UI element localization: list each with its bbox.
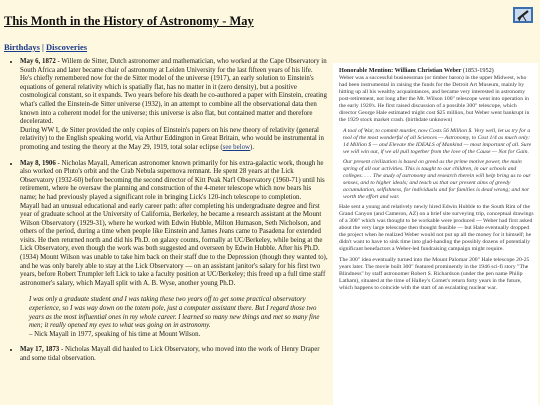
list-item bbox=[20, 346, 328, 363]
nav-link-discoveries[interactable]: Discoveries bbox=[46, 42, 88, 52]
quote-block bbox=[29, 296, 328, 339]
sidebar-quote: A tool of War, to commit murder, now Costs 56 Million $. Very well, let us try for a tool of the most wonderful of all Sciences — Astronomy, to Cost 1/4 as much only: 14 Million $ — and Elevate the IDEALS of Mankind — most important of all. Sure we will win out, if we all pull together from the love of the Cause — Not for Gain. bbox=[343, 128, 532, 155]
main-content[interactable] bbox=[0, 58, 328, 405]
entry-date: May 17, 1873 bbox=[20, 346, 60, 354]
sidebar-heading: Honorable Mention: William Christian Weber (1853-1952) bbox=[339, 67, 494, 74]
entry-paragraph: Mayall had an unusual educational and early career path: after completing his undergraduate degree and first year of graduate school at the University of California, Berkeley, he became a research assistant at the Mount Wilson Observatory (1929-31), where he worked with Edwin Hubble, Milton Humason, Seth Nicholson, and others of the period, during a time when people like Einstein and James Jeans came to Pasadena for extended visits. He then returned north and did his Ph.D. on galaxy counts, formally at UC/Berkeley, while being at the Lick Observatory, even though the work was both suggested and overseen by Edwin Hubble. After his Ph.D. (1934) Mount Wilson was unable to take him back on their staff due to the Depression (though they wanted to), and he was only barely able to stay at the Lick Observatory — on an assistant janitor's salary for his first two years, before Robert Trumpler left Lick to take a faculty position at UC/Berkeley; this freed up a full time staff astronomer's salary, which Mayall split with A. B. Wyse, another young Ph.D. bbox=[20, 202, 328, 287]
sidebar-paragraph: The 300" idea eventually turned into the Mount Palomar 200" Hale telescope 20-25 years later. The movie built 300" featured prominently in the 1946 sci-fi story "The Blindness" by staff astronomer Robert S. Richardson (under the pen name Philip Latham), situated at the time of Halley's Comet's return forty years in the future, which happens to coincide with the start of an escalating nuclear war. bbox=[339, 257, 530, 291]
honorable-mention-sidebar[interactable] bbox=[333, 63, 538, 405]
entry-date: May 6, 1872 bbox=[20, 58, 56, 65]
sidebar-paragraph: Hale sent a young and relatively newly hired Edwin Hubble to the South Rim of the Grand Canyon (and Cameron, AZ) on a brief site surveying trip, conceptual drawings of a 300" which was thought to be workable were produced — Weber had first asked about the very large telescope then thought feasible — but Hale eventually dropped the project when he realized Weber would not put up all the money for it himself; he didn't want to have to sink time into glad-handing the possibly dozens of potentially significant benefactors a Weber-led fundraising campaign might require. bbox=[339, 204, 534, 252]
telescope-logo-icon[interactable] bbox=[512, 6, 534, 24]
list-item bbox=[20, 58, 328, 153]
nav-separator: | bbox=[42, 42, 44, 52]
entry-paragraph: He's chiefly remembered now for the de Sitter model of the universe (1917), an early solution to Einstein's equations of general relativity which is spatially flat, has no matter in it (zero density), but a positive cosmological constant, so it expands. Two years before his death he co-authored a paper with Einstein, creating what's called the Einstein-de Sitter universe (1932), in an attempt to combine all the observational data then known into a coherent model for the universe; this universe is also flat, but contained matter and therefore decelerated. bbox=[20, 75, 327, 126]
quote-text: I was only a graduate student and I was taking these two years off to get some practical observatory experience, so I was way down on the totem pole, just a computer assistant there. But I regard those two years as the most influential ones in my whole career. I learned so many new things and met so many fine men; it really opened my eyes to what was going on in astronomy. bbox=[29, 296, 320, 330]
see-below-link[interactable]: see below bbox=[222, 143, 251, 151]
sidebar-paragraph: Weber was a successful businessman (or timber baron) in the upper Midwest, who had been instrumental in raising the funds for the Detroit Art Museum, mainly by hitting up all his wealthy acquaintances, and became very interested in astronomy post-retirement, not long after the Mt. Wilson 100" telescope went into operation in the early 1920's. He first raised discussion of a possible 300" telescope, which director George Hale estimated might cost $25 million, but Weber went bankrupt in the 1929 stock market crash. (birthdate unknown) bbox=[339, 75, 530, 123]
top-nav bbox=[4, 42, 87, 52]
sidebar-quote: Our present civilization is based on greed as the prime motive power, the main spring of all our activities. This is taught to our children, in our schools and colleges. . . . The study of astronomy and research therein will help bring us to our senses, and to higher ideals; and teach us that our present aims of greedy accumulation, selfishness, for individuals and for families is dead wrong; and not worth the effort and war. bbox=[343, 159, 531, 200]
entry-date: May 8, 1906 bbox=[20, 159, 56, 167]
page-title: This Month in the History of Astronomy - May bbox=[4, 14, 254, 28]
entry-summary bbox=[20, 346, 328, 363]
entry-text: - Willem de Sitter, Dutch astronomer and mathematician, who worked at the Cape Observatory in South Africa and later became chair of astronomy at Leiden University for the last fifteen years of his life. bbox=[20, 58, 327, 74]
entry-text: - Nicholas Mayall, American astronomer known primarily for his extra-galactic work, though he also worked on Pluto's orbit and the Crab Nebula supernova remnant. He spent 28 years at the Lick Observatory (1932-60) before becoming the second director of Kitt Peak Nat'l Observatory (1960-71) until his retirement, where he oversaw the planning and construction of the 4-meter telescope which now bears his name; he had previously played a significant role in bringing Lick's 120-inch telescope to completion. bbox=[20, 159, 325, 201]
entry-summary bbox=[20, 58, 328, 75]
entry-text: - Nicholas Mayall did hauled to Lick Observatory, who moved into the work of Henry Draper and some tidal observation. bbox=[20, 346, 320, 362]
entry-paragraph: During WW I, de Sitter provided the only copies of Einstein's papers on his new theory of relativity (general relativity) to the English speaking world, via Arthur Eddington in Great Britain, who would be instrumental in promoting and testing the theory at the May 29, 1919, total solar eclipse (see below). bbox=[20, 126, 324, 151]
list-item bbox=[20, 160, 328, 340]
entry-summary bbox=[20, 160, 328, 203]
quote-citation: – Nick Mayall in 1977, speaking of his time at Mount Wilson. bbox=[29, 330, 201, 338]
birthday-list bbox=[0, 58, 328, 364]
nav-link-birthdays[interactable]: Birthdays bbox=[4, 42, 40, 52]
